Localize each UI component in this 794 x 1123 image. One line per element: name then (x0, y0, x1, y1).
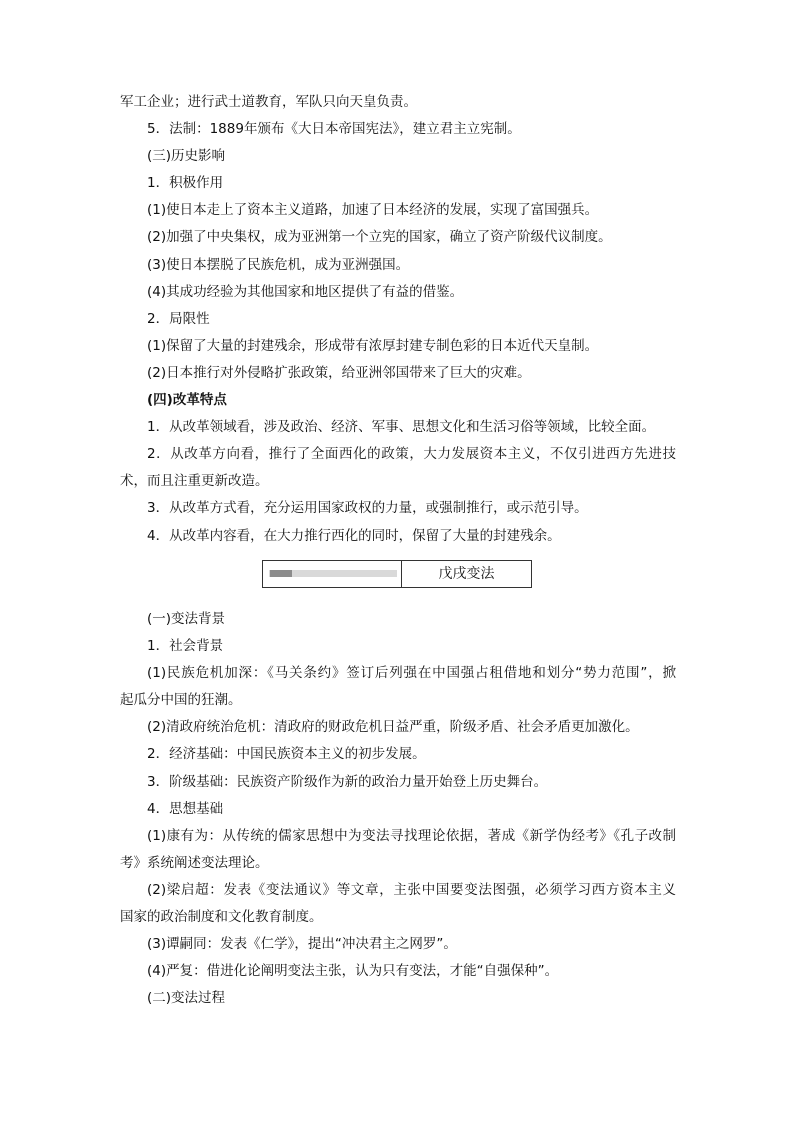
text-block-bottom (120, 606, 676, 1012)
text-line: (2)清政府统治危机：清政府的财政危机日益严重，阶级矛盾、社会矛盾更加激化。 (147, 719, 639, 736)
text-line: 3．从改革方式看，充分运用国家政权的力量，或强制推行，或示范引导。 (147, 500, 588, 517)
text-line: (3)使日本摆脱了民族危机，成为亚洲强国。 (147, 256, 410, 273)
text-line: (4)严复：借进化论阐明变法主张，认为只有变法，才能“自强保种”。 (147, 963, 559, 980)
text-line: (2)日本推行对外侵略扩张政策，给亚洲邻国带来了巨大的灾难。 (147, 364, 531, 381)
section-title-box (262, 560, 532, 588)
text-line: 考》系统阐述变法理论。 (120, 854, 269, 871)
text-line: 1．从改革领域看，涉及政治、经济、军事、思想文化和生活习俗等领域，比较全面。 (147, 419, 656, 436)
text-line: 4．从改革内容看，在大力推行西化的同时，保留了大量的封建残余。 (147, 527, 561, 544)
section-label-banner (263, 561, 402, 587)
subheading: 1．社会背景 (147, 638, 224, 655)
text-line: (4)其成功经验为其他国家和地区提供了有益的借鉴。 (147, 283, 464, 300)
subheading: 2．局限性 (147, 310, 210, 327)
subheading: 4．思想基础 (147, 800, 224, 817)
text-line: 军工企业；进行武士道教育，军队只向天皇负责。 (120, 94, 417, 110)
text-line: 3．阶级基础：民族资产阶级作为新的政治力量开始登上历史舞台。 (147, 773, 548, 790)
text-line: (1)民族危机加深：《马关条约》签订后列强在中国强占租借地和划分“势力范围”，掀 (147, 665, 676, 682)
text-line: (2)梁启超：发表《变法通议》等文章，主张中国要变法图强，必须学习西方资本主义 (147, 881, 676, 898)
text-line: (1)使日本走上了资本主义道路，加速了日本经济的发展，实现了富国强兵。 (147, 202, 599, 219)
text-line: (2)加强了中央集权，成为亚洲第一个立宪的国家，确立了资产阶级代议制度。 (147, 229, 612, 246)
section-title: 戊戌变法 (438, 566, 495, 582)
text-block-top (120, 89, 676, 550)
section-heading: (二)变法过程 (147, 990, 226, 1007)
text-line: 5．法制：1889年颁布《大日本帝国宪法》，建立君主立宪制。 (147, 121, 521, 138)
text-line: 2．经济基础：中国民族资本主义的初步发展。 (147, 746, 426, 763)
label-tag (270, 570, 292, 577)
text-line: 术，而且注重更新改造。 (120, 473, 269, 490)
text-line: (1)康有为：从传统的儒家思想中为变法寻找理论依据，著成《新学伪经考》《孔子改制 (147, 827, 676, 844)
text-line: 国家的政治制度和文化教育制度。 (120, 909, 323, 926)
text-line: 2．从改革方向看，推行了全面西化的政策，大力发展资本主义，不仅引进西方先进技 (147, 446, 676, 463)
section-heading: (三)历史影响 (147, 148, 226, 165)
section-heading: (一)变法背景 (147, 611, 226, 627)
subheading: 1．积极作用 (147, 175, 224, 192)
text-line: (3)谭嗣同：发表《仁学》，提出“冲决君主之网罗”。 (147, 936, 457, 953)
text-line: 起瓜分中国的狂潮。 (120, 692, 242, 709)
text-line: (1)保留了大量的封建残余，形成带有浓厚封建专制色彩的日本近代天皇制。 (147, 337, 599, 354)
section-heading: (四)改革特点 (147, 392, 227, 409)
